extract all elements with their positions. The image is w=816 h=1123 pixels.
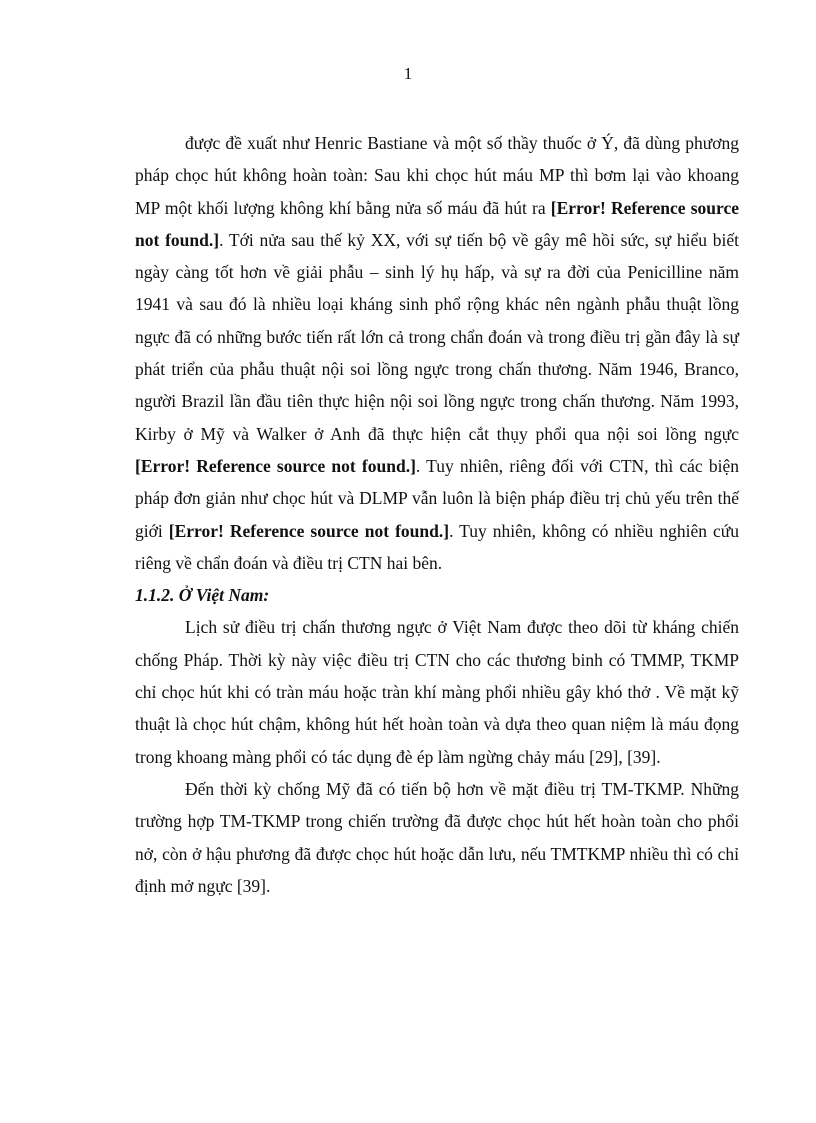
paragraph-vietnam-progress: Đến thời kỳ chống Mỹ đã có tiến bộ hơn về mặt điều trị TM-TKMP. Những trường hợp TM-TKMP trong chiến trường đã được chọc hút hết hoàn toàn cho phổi nở, còn ở hậu phương đã được chọc hút hoặc dẫn lưu, nếu TMTKMP nhiều thì có chỉ định mở ngực [39]. <box>135 778 739 896</box>
section-heading: 1.1.2. Ở Việt Nam: <box>135 585 270 606</box>
paragraph-history-world <box>135 127 739 579</box>
paragraph-text: được đề xuất như Henric Bastiane và một số thầy thuốc ở Ý, đã dùng phương pháp chọc hút không hoàn toàn: Sau khi chọc hút máu MP thì bơm lại vào khoang MP một khối lượng không khí bằng nửa số máu đã hút ra <box>135 133 739 218</box>
page-number: 1 <box>403 64 413 83</box>
paragraph-text: . Tuy nhiên, riêng đối với CTN, thì các biện pháp đơn giản như chọc hút và DLMP vẫn luôn là biện pháp điều trị chủ yếu trên thế giới <box>135 455 740 541</box>
reference-error: [Error! Reference source not found.] <box>135 197 739 250</box>
document-body <box>135 127 739 902</box>
paragraph-text: . Tuy nhiên, không có nhiều nghiên cứu riêng về chẩn đoán và điều trị CTN hai bên. <box>135 520 740 573</box>
reference-error: [Error! Reference source not found.] <box>168 520 450 541</box>
paragraph-vietnam-history: Lịch sử điều trị chấn thương ngực ở Việt Nam được theo dõi từ kháng chiến chống Pháp. Thời kỳ này việc điều trị CTN cho các thương binh có TMMP, TKMP chỉ chọc hút khi có tràn máu hoặc tràn khí màng phổi nhiều gây khó thở . Về mặt kỹ thuật là chọc hút chậm, không hút hết hoàn toàn và dựa theo quan niệm là máu đọng trong khoang màng phổi có tác dụng đè ép làm ngừng chảy máu [29], [39]. <box>135 617 739 767</box>
paragraph-text: . Tới nửa sau thế kỷ XX, với sự tiến bộ về gây mê hồi sức, sự hiểu biết ngày càng tốt hơn về giải phẫu – sinh lý hụ hấp, và sự ra đời của Penicilline năm 1941 và sau đó là nhiều loại kháng sinh phổ rộng khác nên ngành phẫu thuật lồng ngực đã có những bước tiến rất lớn cả trong chẩn đoán và trong điều trị gần đây là sự phát triển của phẫu thuật nội soi lồng ngực trong chấn thương. Năm 1946, Branco, người Brazil lần đầu tiên thực hiện nội soi lồng ngực trong chấn thương. Năm 1993, Kirby ở Mỹ và Walker ở Anh đã thực hiện cắt thụy phổi qua nội soi lồng ngực <box>135 229 739 444</box>
reference-error: [Error! Reference source not found.] <box>135 455 416 476</box>
